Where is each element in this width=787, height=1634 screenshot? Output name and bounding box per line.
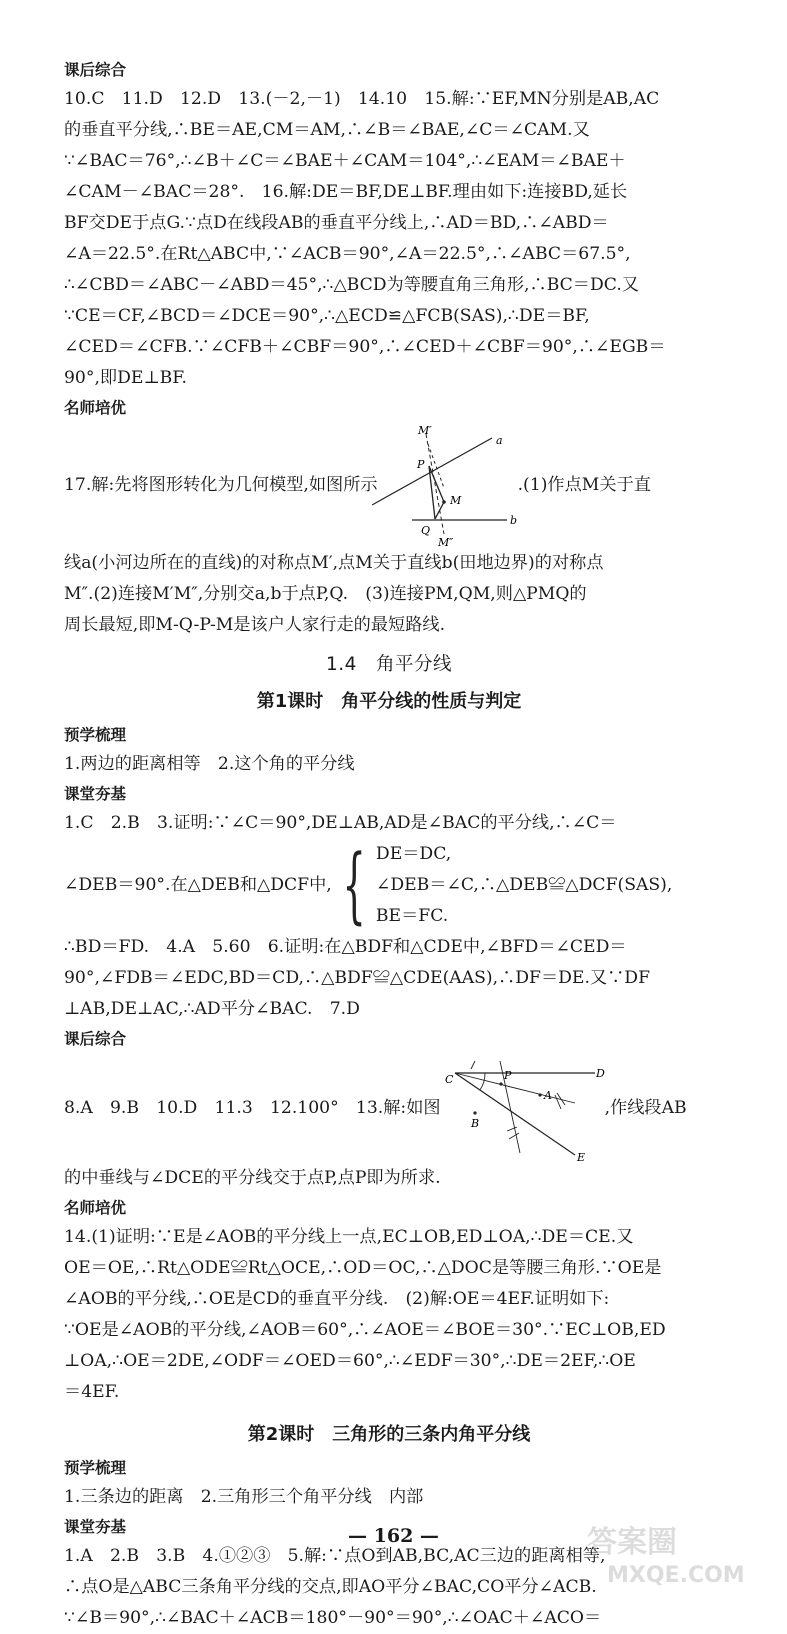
text-line: 90°,∠FDB＝∠EDC,BD＝CD,∴△BDF≌△CDE(AAS),∴DF＝DE.又∵DF [64,968,651,988]
label: M′ [417,424,432,437]
text-line: 的垂直平分线,∴BE＝AE,CM＝AM,∴∠B＝∠BAE,∠C＝∠CAM.又 [64,120,590,140]
text-line: ∴BD＝FD. 4.A 5.60 6.证明:在△BDF和△CDE中,∠BFD＝∠CED＝ [64,937,627,957]
label: E [576,1151,585,1163]
text-line: ⊥OA,∴OE＝2DE,∠ODF＝∠OED＝60°,∴∠EDF＝30°,∴DE＝2EF,∴OE [64,1351,636,1371]
text-line: ⊥AB,DE⊥AC,∴AD平分∠BAC. 7.D [64,999,360,1019]
answer-page [64,56,714,1634]
answer-13-row [64,1053,714,1163]
label: B [470,1117,479,1130]
section-heading: 预学梳理 [64,1459,127,1477]
text-line: .(1)作点M关于直 [517,474,651,495]
section-heading: 课后综合 [64,1030,127,1048]
label: a [495,434,503,447]
answers-10-16 [64,84,714,394]
text-line: 1.三条边的距离 2.三角形三个角平分线 内部 [64,1487,424,1507]
answer-14 [64,1222,714,1408]
text-line: ∵∠BAC＝76°,∴∠B＋∠C＝∠BAE＋∠CAM＝104°,∴∠EAM＝∠BAE＋ [64,151,626,171]
text-line: ∵CE＝CF,∠BCD＝∠DCE＝90°,∴△ECD≌△FCB(SAS),∴DE＝BF, [64,306,590,326]
label: P [503,1069,511,1082]
text-line: 17.解:先将图形转化为几何模型,如图所示 [64,474,378,495]
text-line: 14.(1)证明:∵E是∠AOB的平分线上一点,EC⊥OB,ED⊥OA,∴DE＝CE.又 [64,1227,634,1247]
label: M [449,494,461,507]
section-heading: 名师培优 [64,399,127,417]
section-heading: 课堂夯基 [64,1518,127,1536]
text-line: 的中垂线与∠DCE的平分线交于点P,点P即为所求. [64,1168,441,1188]
bisector-figure [445,1053,605,1163]
text-line: ∵OE是∠AOB的平分线,∠AOB＝60°,∴∠AOE＝∠BOE＝30°.∵EC⊥OB,ED [64,1320,666,1340]
text-line: BE＝FC. [375,906,449,926]
text-line: ∵∠B＝90°,∴∠BAC＋∠ACB＝180°－90°＝90°,∴∠OAC＋∠ACO＝ [64,1608,602,1628]
text-line: ∠DEB＝90°.在△DEB和△DCF中, [64,875,332,895]
text-line: 90°,即DE⊥BF. [64,368,187,388]
text-line: ∠CED＝∠CFB.∵∠CFB＋∠CBF＝90°,∴∠CED＋∠CBF＝90°,∴∠EGB＝ [64,337,666,357]
label: D [595,1067,605,1080]
label: b [509,514,517,527]
text-line: 1.C 2.B 3.证明:∵∠C＝90°,DE⊥AB,AD是∠BAC的平分线,∴∠C＝ [64,813,617,833]
text-line: ∠CAM－∠BAC＝28°. 16.解:DE＝BF,DE⊥BF.理由如下:连接BD,延长 [64,182,628,202]
section-heading: 名师培优 [64,1199,127,1217]
label: C [444,1073,454,1086]
text-line: ∴点O是△ABC三条角平分线的交点,即AO平分∠BAC,CO平分∠ACB. [64,1577,597,1597]
label: P [416,458,424,471]
label: M″ [437,536,453,548]
text-line: 8.A 9.B 10.D 11.3 12.100° 13.解:如图 [64,1097,441,1118]
text-line: 周长最短,即M-Q-P-M是该户人家行走的最短路线. [64,615,446,635]
text-line: DE＝DC, [375,844,452,864]
text-line: 10.C 11.D 12.D 13.(－2,－1) 14.10 15.解:∵EF,MN分别是AB,AC [64,89,660,109]
section-heading: 课堂夯基 [64,785,127,803]
text-line: ∠DEB＝∠C,∴△DEB≌△DCF(SAS), [375,875,673,895]
proof-brace-row [64,839,714,932]
answer-17-rest [64,548,714,641]
text-line: ,作线段AB [604,1097,687,1118]
svg-text:MXQE.COM: MXQE.COM [607,1563,745,1588]
svg-text:答案圈: 答案圈 [587,1525,677,1560]
text-line: ∠A＝22.5°.在Rt△ABC中,∵∠ACB＝90°,∠A＝22.5°,∴∠ABC＝67.5°, [64,244,631,264]
text-line: OE＝OE,∴Rt△ODE≌Rt△OCE,∴OD＝OC,∴△DOC是等腰三角形.∵OE是 [64,1258,662,1278]
section-title: 1.4 角平分线 [326,654,452,675]
text-line: M″.(2)连接M′M″,分别交a,b于点P,Q. (3)连接PM,QM,则△PMQ的 [64,584,587,604]
brace-conditions [376,839,672,932]
text-line: 线a(小河边所在的直线)的对称点M′,点M关于直线b(田地边界)的对称点 [64,553,604,573]
watermark-logo [577,1512,777,1592]
answer-17-row [64,422,714,548]
section-heading: 课后综合 [64,61,127,79]
brace-symbol: { [342,837,366,933]
text-line: 1.两边的距离相等 2.这个角的平分线 [64,754,355,774]
label: A [543,1089,552,1102]
answers-4-7 [64,932,714,1025]
text-line: 1.A 2.B 3.B 4.①②③ 5.解:∵点O到AB,BC,AC三边的距离相等, [64,1546,606,1566]
label: Q [420,524,430,537]
page-number: — 162 — [348,1525,439,1547]
lesson-title: 第1课时 角平分线的性质与判定 [256,691,522,712]
text-line: ∴∠CBD＝∠ABC－∠ABD＝45°,∴△BCD为等腰直角三角形,∴BC＝DC.又 [64,275,639,295]
section-heading: 预学梳理 [64,726,127,744]
reflection-figure [372,422,522,548]
text-line: ∠AOB的平分线,∴OE是CD的垂直平分线. (2)解:OE＝4EF.证明如下: [64,1289,610,1309]
lesson-title: 第2课时 三角形的三条内角平分线 [247,1424,531,1445]
text-line: BF交DE于点G.∵点D在线段AB的垂直平分线上,∴AD＝BD,∴∠ABD＝ [64,213,609,233]
text-line: ＝4EF. [64,1382,120,1402]
